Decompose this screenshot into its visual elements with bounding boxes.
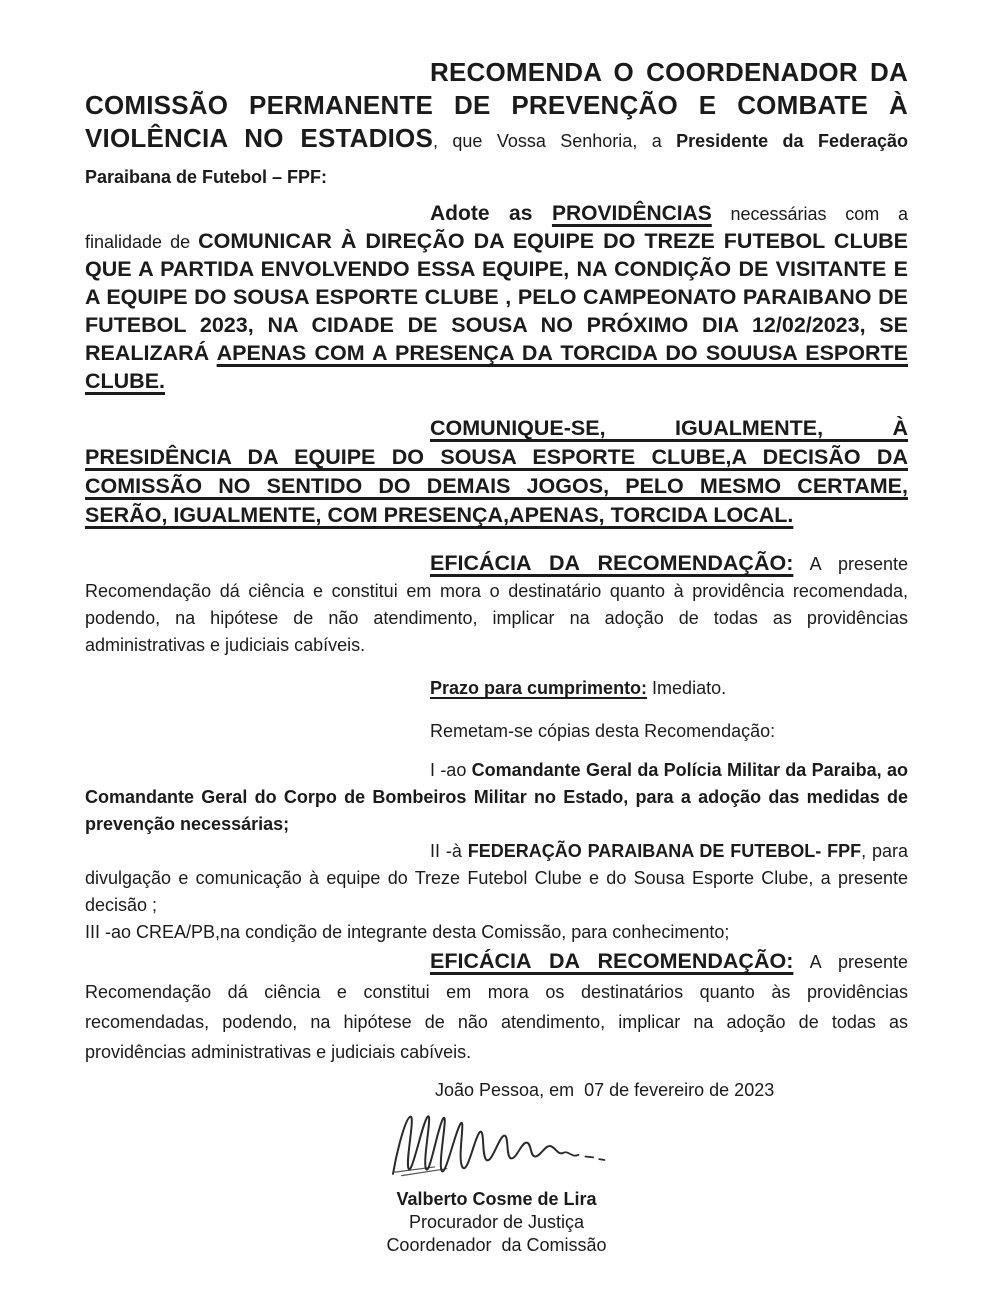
item-3: III -ao CREA/PB,na condição de integrante desta Comissão, para conhecimento; [85,922,730,942]
item-2 [85,838,908,919]
eficacia-2-heading: EFICÁCIA DA RECOMENDAÇÃO: [430,949,794,973]
adote-as-text: Adote as [430,202,552,225]
paragraph-prazo [430,675,908,702]
comunique-se-underlined-text: COMUNIQUE-SE, IGUALMENTE, À PRESIDÊNCIA DA EQUIPE DO SOUSA ESPORTE CLUBE,A DECISÃO DA COMISSÃO NO SENTIDO DO DEMAIS JOGOS, PELO MESMO CERTAME, SERÃO, IGUALMENTE, COM PRESENÇA,APENAS, TORCIDA LOCAL. [85,416,908,527]
prazo-label: Prazo para cumprimento: [430,678,648,698]
item-1 [85,757,908,838]
date-line: João Pessoa, em 07 de fevereiro de 2023 [435,1080,775,1100]
header-caps-text: RECOMENDA O COORDENADOR DA COMISSÃO PERMANENTE DE PREVENÇÃO E COMBATE À VIOLÊNCIA NO ESTADIOS [85,57,908,153]
paragraph-eficacia-1 [85,550,908,659]
item-2-numeral: II -à [430,841,468,861]
document-content [85,56,908,1257]
prazo-value: Imediato. [647,678,727,698]
paragraph-eficacia-2 [85,946,908,1067]
eficacia-1-heading: EFICÁCIA DA RECOMENDAÇÃO: [430,551,794,575]
item-2-regular-tail: , para divulgação e comunicação à equipe do Treze Futebol Clube e do Sousa Esporte Clube, a presente decisão ; [85,841,908,915]
apenas-torcida-underlined: APENAS COM A PRESENÇA DA TORCIDA DO SOUUSA ESPORTE CLUBE. [85,341,908,393]
paragraph-recommendation-header [85,56,908,194]
item-1-numeral: I -ao [430,760,472,780]
providencias-underlined: PROVIDÊNCIAS [551,202,712,225]
paragraph-providencias [85,200,908,396]
signer-role-2: Coordenador da Comissão [386,1235,607,1255]
item-1-bold-text: Comandante Geral da Polícia Militar da Paraiba, ao Comandante Geral do Corpo de Bombeiros Militar no Estado, para a adoção das medidas de prevenção necessárias; [85,760,908,834]
paragraph-comunique-se [85,414,908,530]
header-bold-tail: Presidente da Federação Paraibana de Futebol – FPF: [85,131,909,187]
signature-scribble-icon [367,1108,627,1186]
eficacia-1-body: A presente Recomendação dá ciência e constitui em mora o destinatário quanto à providência recomendada, podendo, na hipótese de não atendimento, implicar na adoção de todas as providências administrativas e judiciais cabíveis. [85,554,908,655]
comunicar-caps-text: COMUNICAR À DIREÇÃO DA EQUIPE DO TREZE FUTEBOL CLUBE QUE A PARTIDA ENVOLVENDO ESSA EQUIPE, NA CONDIÇÃO DE VISITANTE E A EQUIPE DO SOUSA ESPORTE CLUBE , PELO CAMPEONATO PARAIBANO DE FUTEBOL 2023, NA CIDADE DE SOUSA NO PRÓXIMO DIA 12/02/2023, SE REALIZARÁ [85,229,908,365]
signer-role-1: Procurador de Justiça [408,1212,585,1232]
signature-block [85,1108,908,1257]
item-2-bold-text: FEDERAÇÃO PARAIBANA DE FUTEBOL- FPF [467,841,862,861]
paragraph-remetam: Remetam-se cópias desta Recomendação: [430,721,776,741]
finalidade-regular-text: necessárias com a finalidade de [85,204,908,252]
eficacia-2-body: A presente Recomendação dá ciência e constitui em mora os destinatários quanto às providências recomendadas, podendo, na hipótese de não atendimento, implicar na adoção de todas as providências administrativas e judiciais cabíveis. [85,952,908,1062]
items-list [85,757,908,946]
header-regular-text: , que Vossa Senhoria, a [433,131,677,151]
signer-name: Valberto Cosme de Lira [396,1189,597,1209]
